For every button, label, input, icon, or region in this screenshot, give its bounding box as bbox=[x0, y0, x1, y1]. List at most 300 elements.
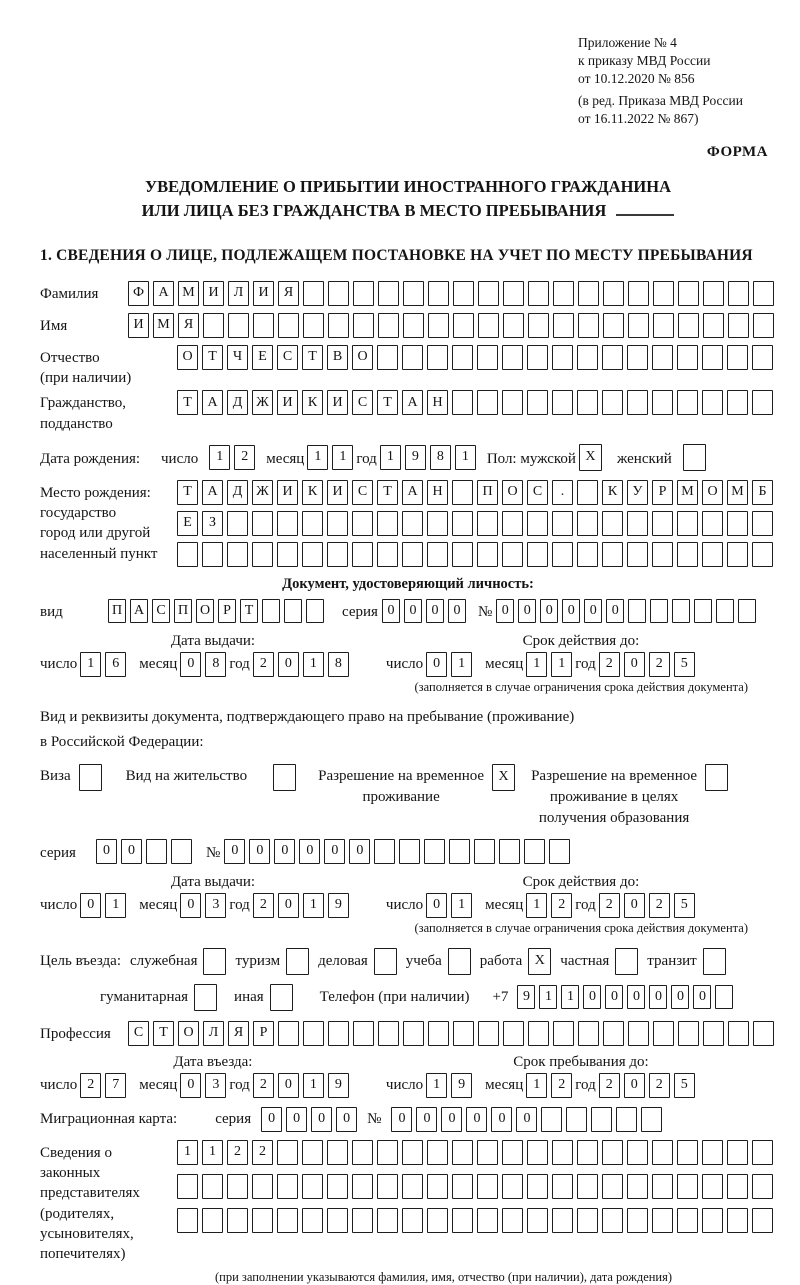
char-box[interactable]: И bbox=[203, 281, 224, 306]
char-box[interactable] bbox=[327, 511, 348, 536]
char-box[interactable]: 1 bbox=[455, 445, 476, 470]
char-box[interactable]: 0 bbox=[80, 893, 101, 918]
char-box[interactable]: 1 bbox=[80, 652, 101, 677]
char-box[interactable]: 0 bbox=[693, 985, 711, 1009]
char-box[interactable] bbox=[553, 1021, 574, 1046]
char-box[interactable]: 0 bbox=[278, 652, 299, 677]
char-box[interactable] bbox=[202, 1174, 223, 1199]
char-box[interactable] bbox=[602, 1208, 623, 1233]
char-box[interactable]: X bbox=[492, 764, 515, 791]
char-box[interactable]: 0 bbox=[606, 599, 624, 623]
char-box[interactable] bbox=[502, 1174, 523, 1199]
char-box[interactable] bbox=[752, 542, 773, 567]
char-box[interactable] bbox=[428, 281, 449, 306]
char-box[interactable] bbox=[577, 542, 598, 567]
char-box[interactable] bbox=[752, 390, 773, 415]
char-box[interactable] bbox=[603, 1021, 624, 1046]
char-box[interactable] bbox=[652, 1174, 673, 1199]
char-box[interactable]: М bbox=[178, 281, 199, 306]
char-box[interactable] bbox=[452, 1208, 473, 1233]
char-box[interactable] bbox=[652, 1208, 673, 1233]
char-box[interactable]: 3 bbox=[205, 893, 226, 918]
char-box[interactable]: У bbox=[627, 480, 648, 505]
char-box[interactable]: . bbox=[552, 480, 573, 505]
char-box[interactable]: С bbox=[527, 480, 548, 505]
char-box[interactable] bbox=[253, 313, 274, 338]
char-box[interactable]: О bbox=[352, 345, 373, 370]
char-box[interactable] bbox=[502, 390, 523, 415]
char-box[interactable] bbox=[553, 313, 574, 338]
char-box[interactable] bbox=[227, 511, 248, 536]
char-box[interactable]: А bbox=[402, 480, 423, 505]
char-box[interactable]: К bbox=[302, 390, 323, 415]
char-box[interactable] bbox=[577, 1140, 598, 1165]
char-box[interactable]: 0 bbox=[518, 599, 536, 623]
char-box[interactable] bbox=[705, 764, 728, 791]
char-box[interactable] bbox=[677, 390, 698, 415]
char-box[interactable]: Т bbox=[153, 1021, 174, 1046]
char-box[interactable] bbox=[527, 542, 548, 567]
char-box[interactable] bbox=[683, 444, 706, 471]
char-box[interactable]: 0 bbox=[627, 985, 645, 1009]
char-box[interactable]: 0 bbox=[426, 599, 444, 623]
char-box[interactable]: А bbox=[130, 599, 148, 623]
char-box[interactable]: 8 bbox=[430, 445, 451, 470]
char-box[interactable] bbox=[453, 281, 474, 306]
char-box[interactable] bbox=[477, 1174, 498, 1199]
char-box[interactable] bbox=[727, 1208, 748, 1233]
char-box[interactable]: Д bbox=[227, 480, 248, 505]
char-box[interactable]: 0 bbox=[649, 985, 667, 1009]
char-box[interactable]: 2 bbox=[649, 893, 670, 918]
char-box[interactable]: Б bbox=[752, 480, 773, 505]
char-box[interactable] bbox=[303, 1021, 324, 1046]
char-box[interactable] bbox=[202, 542, 223, 567]
char-box[interactable] bbox=[753, 281, 774, 306]
char-box[interactable]: 0 bbox=[336, 1107, 357, 1132]
char-box[interactable]: 5 bbox=[674, 652, 695, 677]
char-box[interactable] bbox=[474, 839, 495, 864]
char-box[interactable]: 5 bbox=[674, 1073, 695, 1098]
char-box[interactable] bbox=[715, 985, 733, 1009]
char-box[interactable]: Л bbox=[203, 1021, 224, 1046]
char-box[interactable]: 1 bbox=[303, 1073, 324, 1098]
char-box[interactable]: 2 bbox=[80, 1073, 101, 1098]
char-box[interactable] bbox=[402, 1174, 423, 1199]
char-box[interactable] bbox=[728, 313, 749, 338]
char-box[interactable]: 0 bbox=[491, 1107, 512, 1132]
char-box[interactable]: 0 bbox=[278, 893, 299, 918]
char-box[interactable]: А bbox=[202, 390, 223, 415]
char-box[interactable]: 1 bbox=[380, 445, 401, 470]
char-box[interactable] bbox=[79, 764, 102, 791]
char-box[interactable]: 0 bbox=[583, 985, 601, 1009]
char-box[interactable] bbox=[702, 511, 723, 536]
char-box[interactable] bbox=[478, 313, 499, 338]
char-box[interactable]: 1 bbox=[202, 1140, 223, 1165]
char-box[interactable]: 0 bbox=[605, 985, 623, 1009]
char-box[interactable] bbox=[403, 1021, 424, 1046]
char-box[interactable]: П bbox=[477, 480, 498, 505]
char-box[interactable] bbox=[477, 1140, 498, 1165]
char-box[interactable]: 2 bbox=[253, 652, 274, 677]
char-box[interactable]: С bbox=[152, 599, 170, 623]
char-box[interactable]: X bbox=[528, 948, 551, 975]
char-box[interactable] bbox=[252, 1174, 273, 1199]
char-box[interactable] bbox=[577, 1208, 598, 1233]
char-box[interactable] bbox=[703, 281, 724, 306]
char-box[interactable] bbox=[503, 281, 524, 306]
char-box[interactable] bbox=[227, 1174, 248, 1199]
char-box[interactable] bbox=[677, 1208, 698, 1233]
char-box[interactable] bbox=[752, 345, 773, 370]
char-box[interactable] bbox=[399, 839, 420, 864]
char-box[interactable]: Р bbox=[253, 1021, 274, 1046]
char-box[interactable]: Ж bbox=[252, 390, 273, 415]
char-box[interactable]: 1 bbox=[526, 652, 547, 677]
char-box[interactable]: Т bbox=[302, 345, 323, 370]
char-box[interactable] bbox=[477, 345, 498, 370]
char-box[interactable]: 1 bbox=[332, 445, 353, 470]
char-box[interactable]: 0 bbox=[121, 839, 142, 864]
char-box[interactable]: 1 bbox=[307, 445, 328, 470]
char-box[interactable] bbox=[452, 480, 473, 505]
char-box[interactable] bbox=[703, 948, 726, 975]
char-box[interactable] bbox=[453, 313, 474, 338]
char-box[interactable] bbox=[628, 1021, 649, 1046]
char-box[interactable] bbox=[553, 281, 574, 306]
char-box[interactable]: Ф bbox=[128, 281, 149, 306]
char-box[interactable] bbox=[427, 1140, 448, 1165]
char-box[interactable]: 6 bbox=[105, 652, 126, 677]
char-box[interactable] bbox=[502, 1140, 523, 1165]
char-box[interactable] bbox=[277, 542, 298, 567]
char-box[interactable] bbox=[353, 281, 374, 306]
char-box[interactable] bbox=[602, 1174, 623, 1199]
char-box[interactable]: П bbox=[174, 599, 192, 623]
char-box[interactable]: О bbox=[178, 1021, 199, 1046]
char-box[interactable]: Т bbox=[377, 480, 398, 505]
char-box[interactable] bbox=[577, 345, 598, 370]
char-box[interactable] bbox=[727, 511, 748, 536]
char-box[interactable] bbox=[628, 599, 646, 623]
char-box[interactable]: 0 bbox=[96, 839, 117, 864]
char-box[interactable]: 2 bbox=[551, 893, 572, 918]
char-box[interactable] bbox=[403, 313, 424, 338]
char-box[interactable]: К bbox=[602, 480, 623, 505]
char-box[interactable] bbox=[552, 511, 573, 536]
char-box[interactable]: 8 bbox=[205, 652, 226, 677]
char-box[interactable] bbox=[502, 511, 523, 536]
char-box[interactable] bbox=[306, 599, 324, 623]
char-box[interactable]: 0 bbox=[584, 599, 602, 623]
char-box[interactable]: 0 bbox=[349, 839, 370, 864]
char-box[interactable]: П bbox=[108, 599, 126, 623]
char-box[interactable] bbox=[678, 281, 699, 306]
char-box[interactable]: Ч bbox=[227, 345, 248, 370]
char-box[interactable] bbox=[527, 511, 548, 536]
char-box[interactable]: 0 bbox=[180, 1073, 201, 1098]
char-box[interactable]: Д bbox=[227, 390, 248, 415]
char-box[interactable]: 0 bbox=[448, 599, 466, 623]
char-box[interactable]: X bbox=[579, 444, 602, 471]
char-box[interactable] bbox=[702, 1208, 723, 1233]
char-box[interactable] bbox=[577, 480, 598, 505]
char-box[interactable]: С bbox=[277, 345, 298, 370]
char-box[interactable]: 0 bbox=[299, 839, 320, 864]
char-box[interactable] bbox=[527, 390, 548, 415]
char-box[interactable] bbox=[727, 345, 748, 370]
char-box[interactable] bbox=[627, 542, 648, 567]
char-box[interactable] bbox=[627, 345, 648, 370]
char-box[interactable]: Ж bbox=[252, 480, 273, 505]
char-box[interactable]: Я bbox=[278, 281, 299, 306]
char-box[interactable]: 2 bbox=[599, 652, 620, 677]
char-box[interactable] bbox=[528, 1021, 549, 1046]
char-box[interactable] bbox=[403, 281, 424, 306]
char-box[interactable] bbox=[694, 599, 712, 623]
char-box[interactable]: Р bbox=[652, 480, 673, 505]
char-box[interactable] bbox=[552, 1174, 573, 1199]
char-box[interactable] bbox=[552, 345, 573, 370]
char-box[interactable] bbox=[602, 511, 623, 536]
char-box[interactable]: 0 bbox=[224, 839, 245, 864]
char-box[interactable] bbox=[424, 839, 445, 864]
char-box[interactable] bbox=[602, 345, 623, 370]
char-box[interactable]: Е bbox=[252, 345, 273, 370]
char-box[interactable]: 2 bbox=[252, 1140, 273, 1165]
char-box[interactable] bbox=[552, 1140, 573, 1165]
char-box[interactable]: 0 bbox=[496, 599, 514, 623]
char-box[interactable] bbox=[378, 281, 399, 306]
char-box[interactable] bbox=[177, 1174, 198, 1199]
char-box[interactable] bbox=[477, 1208, 498, 1233]
char-box[interactable]: И bbox=[327, 480, 348, 505]
char-box[interactable] bbox=[171, 839, 192, 864]
char-box[interactable] bbox=[377, 1140, 398, 1165]
char-box[interactable] bbox=[327, 542, 348, 567]
char-box[interactable]: 0 bbox=[180, 893, 201, 918]
char-box[interactable]: С bbox=[128, 1021, 149, 1046]
char-box[interactable] bbox=[286, 948, 309, 975]
char-box[interactable]: 3 bbox=[205, 1073, 226, 1098]
char-box[interactable]: 0 bbox=[624, 1073, 645, 1098]
char-box[interactable]: 0 bbox=[382, 599, 400, 623]
char-box[interactable] bbox=[452, 1140, 473, 1165]
char-box[interactable] bbox=[327, 1140, 348, 1165]
char-box[interactable]: Е bbox=[177, 511, 198, 536]
char-box[interactable]: 0 bbox=[671, 985, 689, 1009]
char-box[interactable] bbox=[628, 313, 649, 338]
char-box[interactable]: 2 bbox=[599, 1073, 620, 1098]
char-box[interactable]: 1 bbox=[303, 652, 324, 677]
char-box[interactable] bbox=[528, 281, 549, 306]
char-box[interactable] bbox=[278, 313, 299, 338]
char-box[interactable]: И bbox=[277, 480, 298, 505]
char-box[interactable] bbox=[377, 1208, 398, 1233]
char-box[interactable]: 0 bbox=[249, 839, 270, 864]
char-box[interactable] bbox=[677, 1140, 698, 1165]
char-box[interactable] bbox=[641, 1107, 662, 1132]
char-box[interactable]: 0 bbox=[274, 839, 295, 864]
char-box[interactable] bbox=[177, 1208, 198, 1233]
char-box[interactable] bbox=[452, 542, 473, 567]
char-box[interactable]: М bbox=[677, 480, 698, 505]
char-box[interactable]: 2 bbox=[599, 893, 620, 918]
char-box[interactable] bbox=[728, 1021, 749, 1046]
char-box[interactable] bbox=[146, 839, 167, 864]
char-box[interactable] bbox=[578, 1021, 599, 1046]
char-box[interactable] bbox=[303, 313, 324, 338]
char-box[interactable] bbox=[552, 390, 573, 415]
char-box[interactable] bbox=[402, 1208, 423, 1233]
char-box[interactable] bbox=[428, 1021, 449, 1046]
char-box[interactable]: 8 bbox=[328, 652, 349, 677]
char-box[interactable] bbox=[752, 1174, 773, 1199]
char-box[interactable] bbox=[503, 313, 524, 338]
char-box[interactable]: 2 bbox=[649, 652, 670, 677]
char-box[interactable] bbox=[752, 511, 773, 536]
char-box[interactable]: В bbox=[327, 345, 348, 370]
char-box[interactable] bbox=[328, 1021, 349, 1046]
char-box[interactable] bbox=[627, 1140, 648, 1165]
char-box[interactable] bbox=[352, 1208, 373, 1233]
char-box[interactable] bbox=[616, 1107, 637, 1132]
char-box[interactable] bbox=[578, 313, 599, 338]
char-box[interactable]: 0 bbox=[180, 652, 201, 677]
char-box[interactable] bbox=[524, 839, 545, 864]
char-box[interactable] bbox=[252, 1208, 273, 1233]
char-box[interactable]: 2 bbox=[227, 1140, 248, 1165]
char-box[interactable] bbox=[577, 1174, 598, 1199]
char-box[interactable] bbox=[653, 313, 674, 338]
char-box[interactable]: О bbox=[177, 345, 198, 370]
char-box[interactable] bbox=[602, 542, 623, 567]
char-box[interactable] bbox=[577, 390, 598, 415]
char-box[interactable]: 1 bbox=[526, 1073, 547, 1098]
char-box[interactable] bbox=[278, 1021, 299, 1046]
char-box[interactable] bbox=[270, 984, 293, 1011]
char-box[interactable]: С bbox=[352, 480, 373, 505]
char-box[interactable] bbox=[477, 511, 498, 536]
char-box[interactable]: З bbox=[202, 511, 223, 536]
char-box[interactable]: 9 bbox=[328, 1073, 349, 1098]
char-box[interactable]: 1 bbox=[451, 652, 472, 677]
char-box[interactable] bbox=[752, 1140, 773, 1165]
char-box[interactable] bbox=[302, 542, 323, 567]
char-box[interactable] bbox=[477, 542, 498, 567]
char-box[interactable] bbox=[527, 1174, 548, 1199]
char-box[interactable] bbox=[228, 313, 249, 338]
char-box[interactable] bbox=[603, 313, 624, 338]
char-box[interactable]: 1 bbox=[551, 652, 572, 677]
char-box[interactable] bbox=[327, 1174, 348, 1199]
char-box[interactable] bbox=[428, 313, 449, 338]
char-box[interactable] bbox=[591, 1107, 612, 1132]
char-box[interactable]: И bbox=[128, 313, 149, 338]
char-box[interactable] bbox=[703, 313, 724, 338]
char-box[interactable]: И bbox=[253, 281, 274, 306]
char-box[interactable]: 9 bbox=[451, 1073, 472, 1098]
char-box[interactable]: М bbox=[153, 313, 174, 338]
char-box[interactable] bbox=[327, 1208, 348, 1233]
char-box[interactable] bbox=[452, 511, 473, 536]
char-box[interactable]: 5 bbox=[674, 893, 695, 918]
char-box[interactable]: 1 bbox=[426, 1073, 447, 1098]
char-box[interactable] bbox=[672, 599, 690, 623]
char-box[interactable]: Т bbox=[177, 480, 198, 505]
char-box[interactable] bbox=[502, 542, 523, 567]
char-box[interactable] bbox=[738, 599, 756, 623]
char-box[interactable] bbox=[702, 1140, 723, 1165]
char-box[interactable]: Я bbox=[178, 313, 199, 338]
char-box[interactable]: 0 bbox=[441, 1107, 462, 1132]
char-box[interactable] bbox=[402, 345, 423, 370]
char-box[interactable] bbox=[652, 390, 673, 415]
char-box[interactable] bbox=[628, 281, 649, 306]
char-box[interactable]: Н bbox=[427, 480, 448, 505]
char-box[interactable] bbox=[753, 313, 774, 338]
char-box[interactable]: А bbox=[202, 480, 223, 505]
char-box[interactable] bbox=[678, 313, 699, 338]
char-box[interactable]: 0 bbox=[426, 652, 447, 677]
char-box[interactable] bbox=[284, 599, 302, 623]
char-box[interactable]: 1 bbox=[561, 985, 579, 1009]
char-box[interactable] bbox=[353, 1021, 374, 1046]
char-box[interactable] bbox=[427, 1208, 448, 1233]
char-box[interactable] bbox=[302, 1208, 323, 1233]
char-box[interactable] bbox=[549, 839, 570, 864]
char-box[interactable] bbox=[653, 281, 674, 306]
char-box[interactable] bbox=[677, 542, 698, 567]
char-box[interactable] bbox=[602, 390, 623, 415]
char-box[interactable] bbox=[702, 345, 723, 370]
char-box[interactable] bbox=[477, 390, 498, 415]
char-box[interactable]: 0 bbox=[562, 599, 580, 623]
char-box[interactable] bbox=[603, 281, 624, 306]
char-box[interactable]: С bbox=[352, 390, 373, 415]
char-box[interactable] bbox=[452, 1174, 473, 1199]
char-box[interactable] bbox=[627, 511, 648, 536]
char-box[interactable]: А bbox=[402, 390, 423, 415]
char-box[interactable]: 1 bbox=[209, 445, 230, 470]
char-box[interactable] bbox=[653, 1021, 674, 1046]
char-box[interactable] bbox=[478, 1021, 499, 1046]
char-box[interactable] bbox=[478, 281, 499, 306]
char-box[interactable] bbox=[453, 1021, 474, 1046]
char-box[interactable]: 1 bbox=[303, 893, 324, 918]
char-box[interactable]: 1 bbox=[105, 893, 126, 918]
char-box[interactable] bbox=[652, 511, 673, 536]
char-box[interactable]: 9 bbox=[405, 445, 426, 470]
char-box[interactable] bbox=[677, 511, 698, 536]
char-box[interactable] bbox=[541, 1107, 562, 1132]
char-box[interactable]: 0 bbox=[466, 1107, 487, 1132]
char-box[interactable] bbox=[277, 1140, 298, 1165]
char-box[interactable] bbox=[352, 542, 373, 567]
char-box[interactable] bbox=[252, 542, 273, 567]
char-box[interactable] bbox=[177, 542, 198, 567]
char-box[interactable] bbox=[227, 1208, 248, 1233]
char-box[interactable] bbox=[702, 542, 723, 567]
char-box[interactable] bbox=[677, 345, 698, 370]
char-box[interactable] bbox=[527, 345, 548, 370]
char-box[interactable] bbox=[452, 390, 473, 415]
char-box[interactable] bbox=[427, 345, 448, 370]
char-box[interactable] bbox=[577, 511, 598, 536]
char-box[interactable]: 0 bbox=[624, 652, 645, 677]
char-box[interactable] bbox=[527, 1140, 548, 1165]
